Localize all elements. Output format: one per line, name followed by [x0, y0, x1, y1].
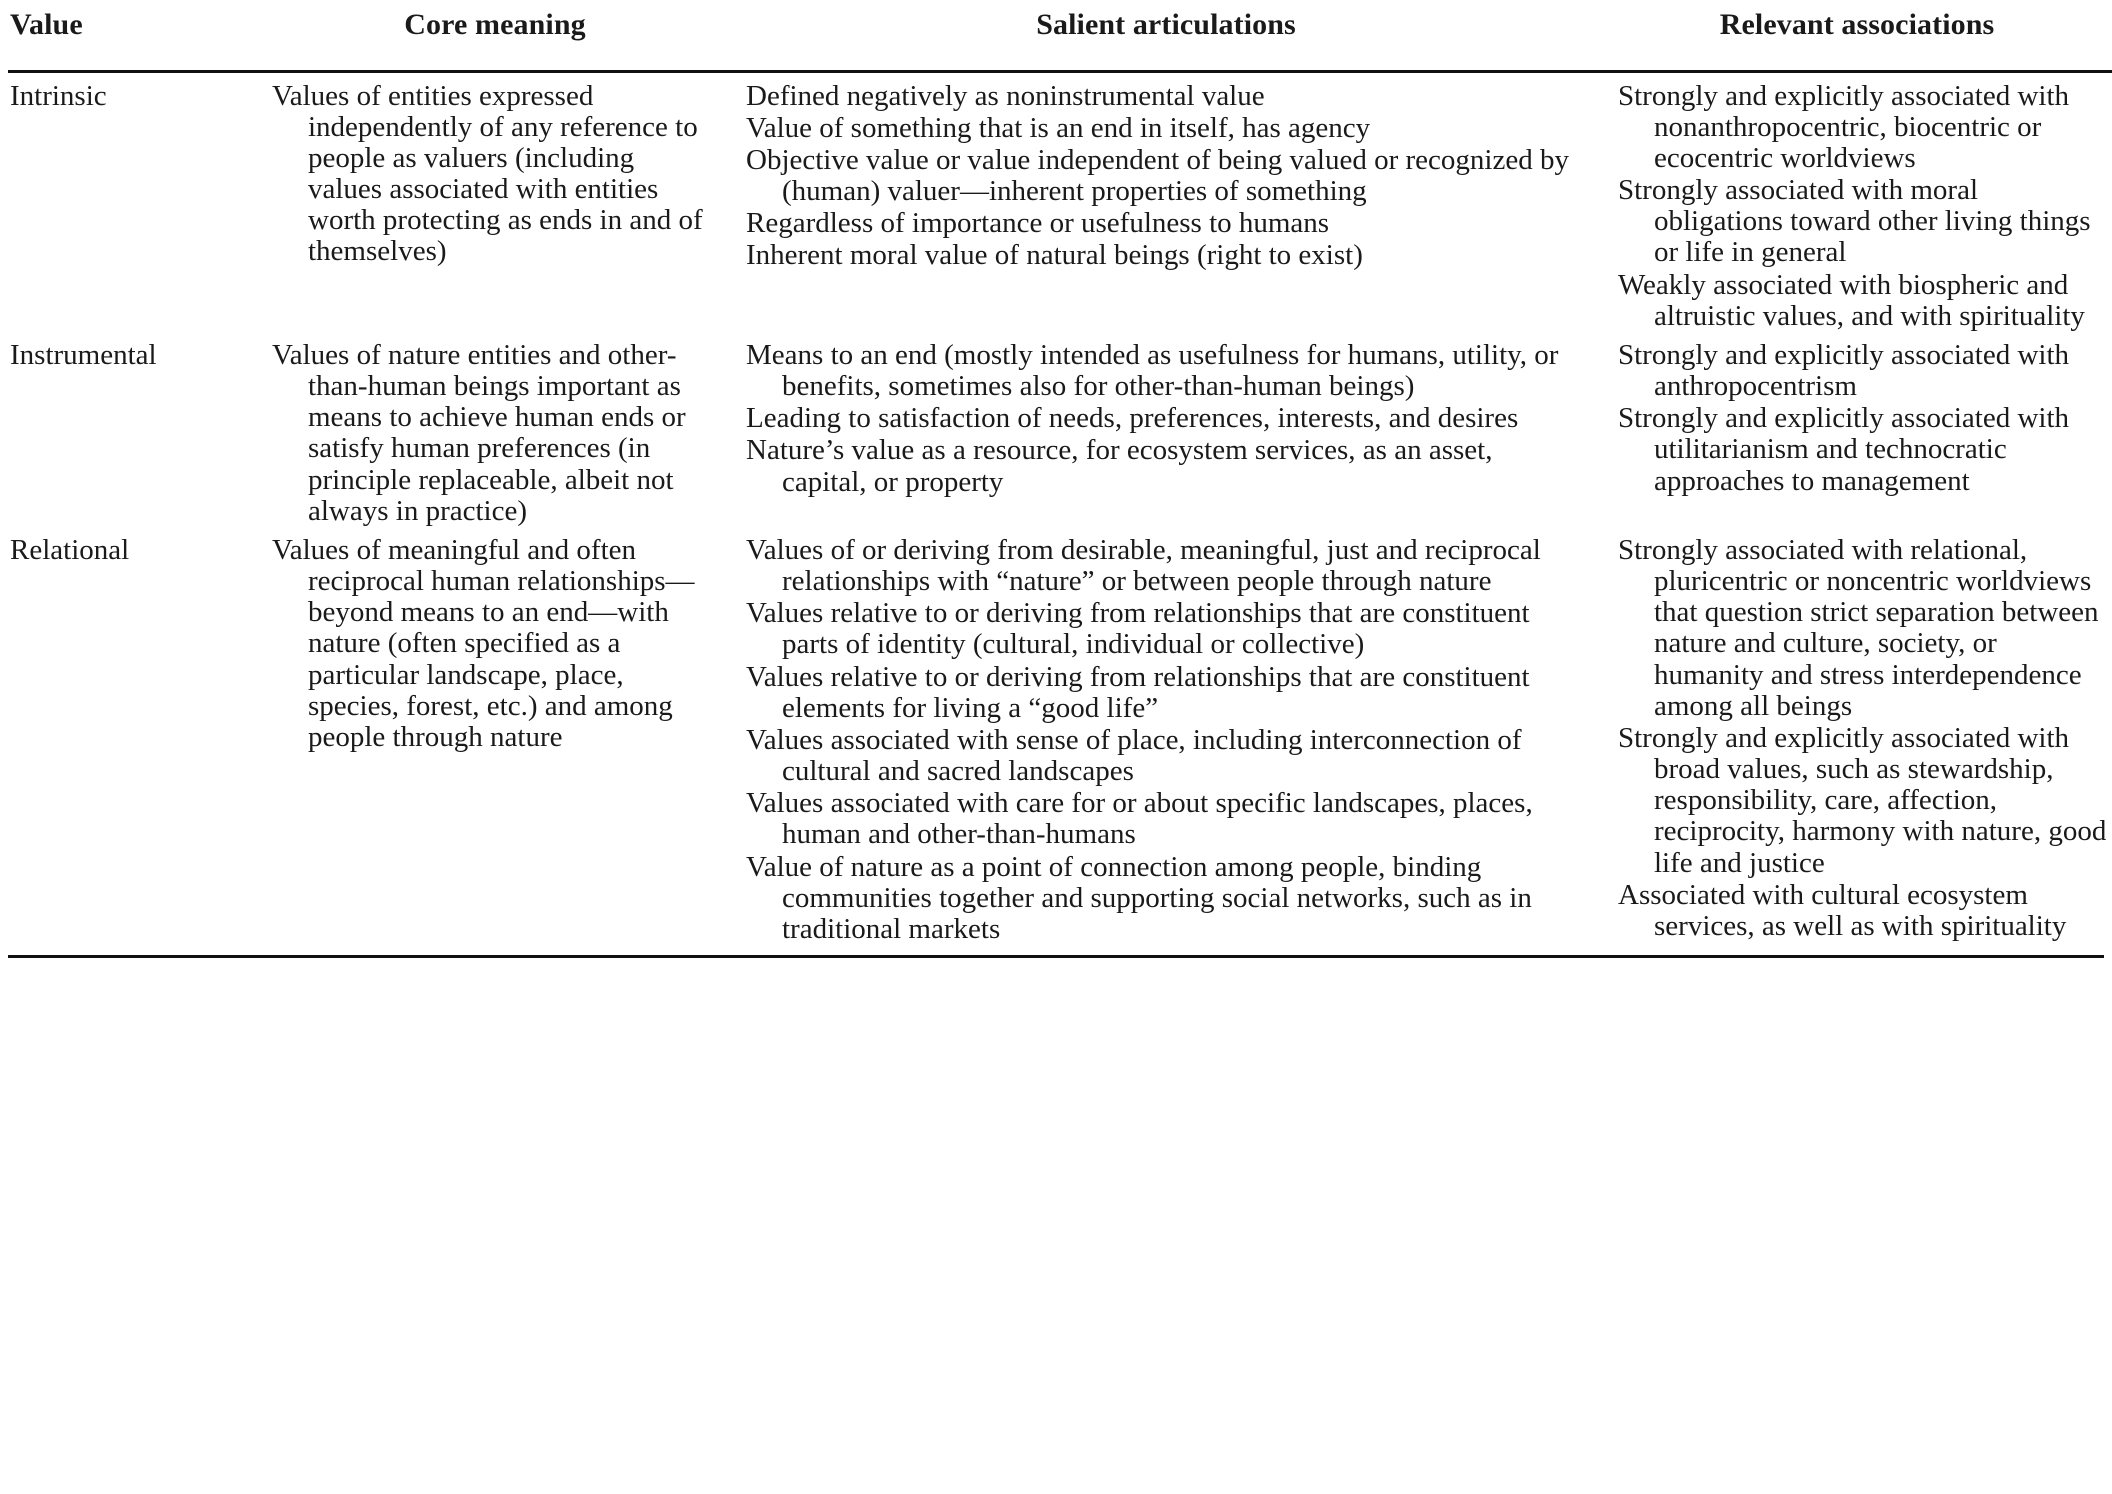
cell-value	[8, 332, 260, 527]
salient-articulation-item: Values relative to or deriving from relationships that are constituent elements for living a “good life”	[746, 660, 1530, 724]
relevant-association-item: Weakly associated with biospheric and altruistic values, and with spirituality	[1618, 268, 2085, 332]
salient-articulation-item: Defined negatively as noninstrumental value	[746, 79, 1265, 112]
cell-salient-articulations	[730, 71, 1602, 332]
column-header-relevant-associations: Relevant associations	[1602, 0, 2112, 71]
cell-core-meaning	[260, 332, 730, 527]
table-row	[8, 71, 2112, 332]
salient-articulation-item: Means to an end (mostly intended as usefulness for humans, utility, or benefits, sometimes also for other-than-human beings)	[746, 338, 1559, 403]
table-body	[8, 71, 2112, 955]
salient-articulation-item: Nature’s value as a resource, for ecosystem services, as an asset, capital, or property	[746, 434, 1493, 498]
relevant-association-item: Strongly and explicitly associated with nonanthropocentric, biocentric or ecocentric worldviews	[1618, 79, 2070, 174]
value-label: Instrumental	[10, 338, 157, 371]
salient-articulation-item: Value of something that is an end in itself, has agency	[746, 111, 1371, 144]
table-row	[8, 332, 2112, 527]
salient-articulation-item: Inherent moral value of natural beings (right to exist)	[746, 239, 1363, 272]
value-label: Relational	[10, 533, 130, 566]
relevant-association-item: Strongly and explicitly associated with utilitarianism and technocratic approaches to management	[1618, 402, 2070, 497]
column-header-value: Value	[8, 0, 260, 71]
relevant-association-item: Associated with cultural ecosystem services, as well as with spirituality	[1618, 878, 2067, 942]
table-header	[8, 0, 2112, 71]
relevant-association-item: Strongly associated with relational, pluricentric or noncentric worldviews that question strict separation between nature and culture, society, or humanity and stress interdependence among all beings	[1618, 533, 2099, 722]
salient-articulation-item: Leading to satisfaction of needs, preferences, interests, and desires	[746, 402, 1519, 435]
cell-value	[8, 527, 260, 955]
relevant-association-item: Strongly and explicitly associated with broad values, such as stewardship, responsibility, care, affection, reciprocity, harmony with nature, good life and justice	[1618, 721, 2107, 879]
relevant-association-item: Strongly associated with moral obligations toward other living things or life in general	[1618, 174, 2091, 269]
table-bottom-rule	[8, 955, 2104, 958]
core-meaning-text: Values of meaningful and often reciprocal human relationships—beyond means to an end—with nature (often specified as a particular landscape, place, species, forest, etc.) and among people through nature	[272, 533, 695, 753]
salient-articulation-item: Regardless of importance or usefulness to humans	[746, 207, 1330, 240]
table-row	[8, 527, 2112, 955]
core-meaning-text: Values of nature entities and other-than-human beings important as means to achieve human ends or satisfy human preferences (in principle replaceable, albeit not always in practice)	[272, 338, 686, 527]
header-row	[8, 0, 2112, 71]
relevant-association-item: Strongly and explicitly associated with anthropocentrism	[1618, 338, 2070, 403]
salient-articulation-item: Values associated with care for or about specific landscapes, places, human and other-than-humans	[746, 787, 1533, 851]
salient-articulation-item: Objective value or value independent of being valued or recognized by (human) valuer—inherent properties of something	[746, 143, 1569, 208]
value-label: Intrinsic	[10, 79, 107, 112]
cell-relevant-associations	[1602, 71, 2112, 332]
core-meaning-text: Values of entities expressed independently of any reference to people as valuers (including values associated with entities worth protecting as ends in and of themselves)	[272, 79, 703, 268]
cell-relevant-associations	[1602, 527, 2112, 955]
salient-articulation-item: Values of or deriving from desirable, meaningful, just and reciprocal relationships with “nature” or between people through nature	[746, 533, 1541, 598]
cell-value	[8, 71, 260, 332]
salient-articulation-item: Values associated with sense of place, including interconnection of cultural and sacred landscapes	[746, 723, 1522, 788]
cell-core-meaning	[260, 71, 730, 332]
values-table	[8, 0, 2112, 955]
column-header-core-meaning: Core meaning	[260, 0, 730, 71]
cell-salient-articulations	[730, 527, 1602, 955]
salient-articulation-item: Value of nature as a point of connection among people, binding communities together and supporting social networks, such as in traditional markets	[746, 850, 1532, 945]
column-header-salient-articulations: Salient articulations	[730, 0, 1602, 71]
cell-core-meaning	[260, 527, 730, 955]
salient-articulation-item: Values relative to or deriving from relationships that are constituent parts of identity (cultural, individual or collective)	[746, 597, 1530, 661]
cell-salient-articulations	[730, 332, 1602, 527]
cell-relevant-associations	[1602, 332, 2112, 527]
